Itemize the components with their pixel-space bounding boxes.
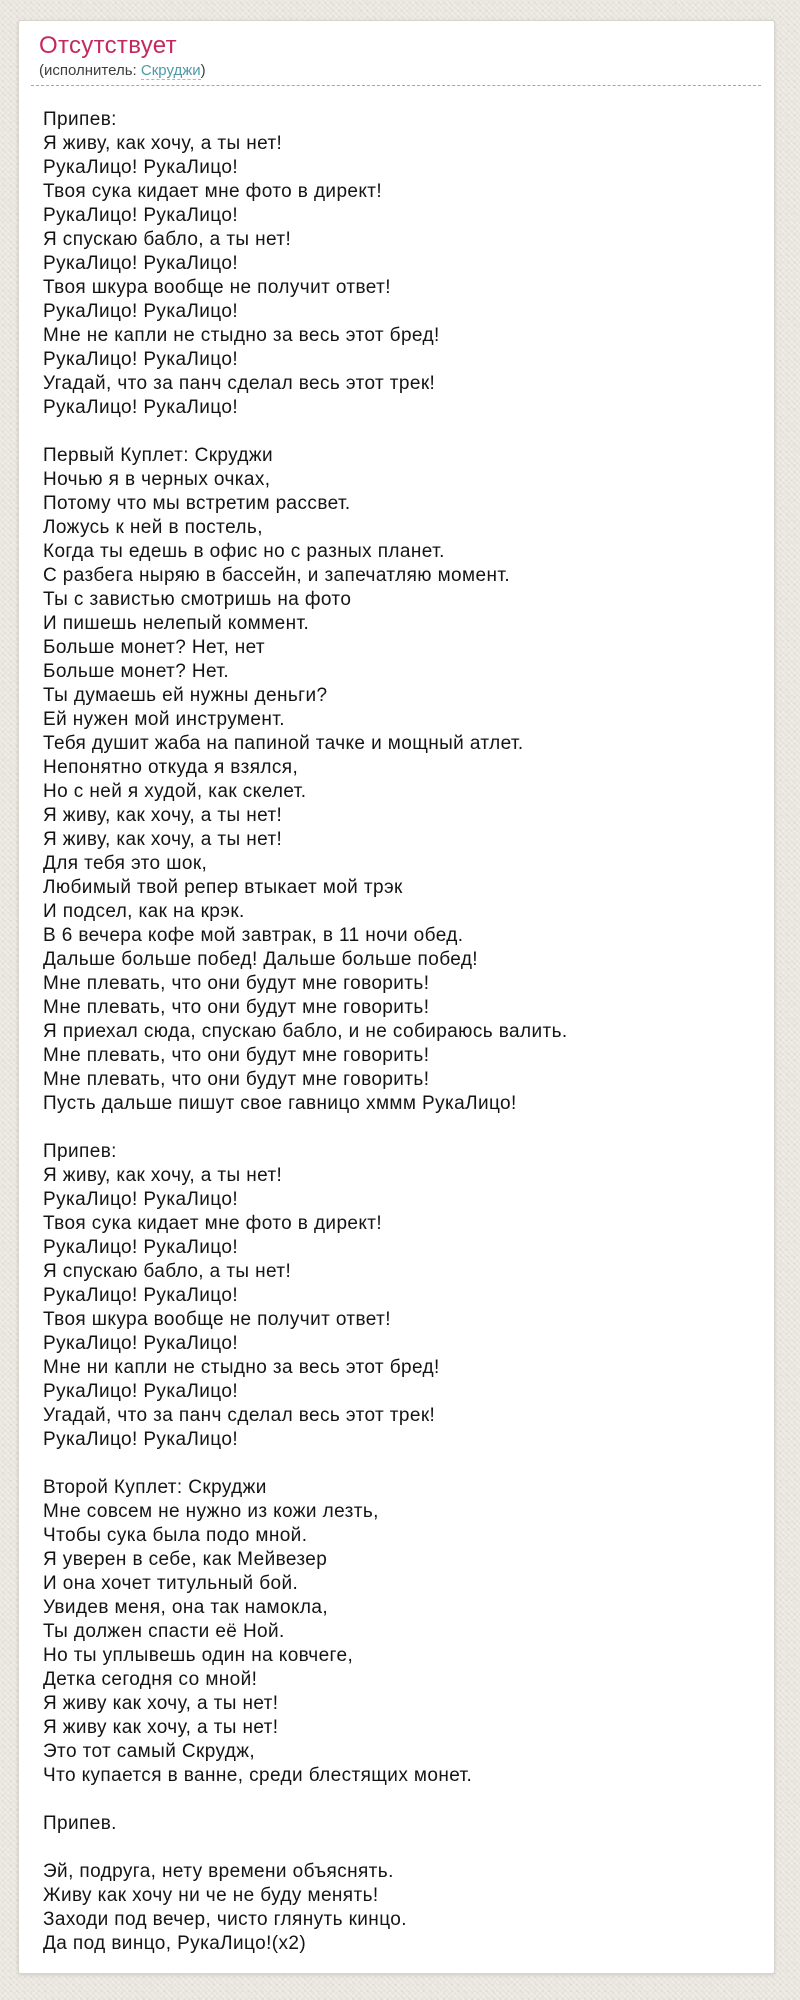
lyric-line: Ты должен спасти её Ной. xyxy=(43,1621,285,1642)
lyric-line: Больше монет? Нет. xyxy=(43,661,230,682)
lyric-line: РукаЛицо! РукаЛицо! xyxy=(43,253,239,274)
lyric-line: Угадай, что за панч сделал весь этот трек! xyxy=(43,1405,436,1426)
lyric-line: РукаЛицо! РукаЛицо! xyxy=(43,1333,239,1354)
lyric-line: РукаЛицо! РукаЛицо! xyxy=(43,397,239,418)
lyric-line: Угадай, что за панч сделал весь этот трек! xyxy=(43,373,436,394)
artist-label-suffix: ) xyxy=(200,62,206,79)
lyric-line: Я спускаю бабло, а ты нет! xyxy=(43,229,292,250)
lyric-line: Припев: xyxy=(43,109,117,130)
lyric-line: Непонятно откуда я взялся, xyxy=(43,757,299,778)
lyric-line: Когда ты едешь в офис но с разных планет. xyxy=(43,541,445,562)
lyric-line: Мне плевать, что они будут мне говорить! xyxy=(43,997,430,1018)
lyric-line: Живу как хочу ни че не буду менять! xyxy=(43,1885,379,1906)
lyric-line: Что купается в ванне, среди блестящих монет. xyxy=(43,1765,473,1786)
lyric-line: Первый Куплет: Скруджи xyxy=(43,445,274,466)
lyric-line: Тебя душит жаба на папиной тачке и мощный атлет. xyxy=(43,733,524,754)
lyric-line: Больше монет? Нет, нет xyxy=(43,637,266,658)
lyric-line: Я живу как хочу, а ты нет! xyxy=(43,1693,279,1714)
lyric-line: Твоя сука кидает мне фото в директ! xyxy=(43,181,383,202)
lyric-line: РукаЛицо! РукаЛицо! xyxy=(43,301,239,322)
lyric-line: Детка сегодня со мной! xyxy=(43,1669,258,1690)
lyric-line xyxy=(43,1452,754,1476)
lyric-line xyxy=(43,1836,754,1860)
lyric-line: Твоя шкура вообще не получит ответ! xyxy=(43,1309,391,1330)
lyric-line: Мне не капли не стыдно за весь этот бред! xyxy=(43,325,440,346)
lyric-line: РукаЛицо! РукаЛицо! xyxy=(43,1381,239,1402)
page-title: Отсутствует xyxy=(39,32,177,59)
lyric-line: Ты думаешь ей нужны деньги? xyxy=(43,685,328,706)
lyric-line: Второй Куплет: Скруджи xyxy=(43,1477,267,1498)
lyric-line: В 6 вечера кофе мой завтрак, в 11 ночи обед. xyxy=(43,925,464,946)
lyric-line: Эй, подруга, нету времени объяснять. xyxy=(43,1861,394,1882)
lyric-line xyxy=(43,1788,754,1812)
lyric-line: Увидев меня, она так намокла, xyxy=(43,1597,329,1618)
lyric-line: Для тебя это шок, xyxy=(43,853,208,874)
lyric-line: Заходи под вечер, чисто глянуть кинцо. xyxy=(43,1909,407,1930)
lyric-line xyxy=(43,1116,754,1140)
lyric-line: РукаЛицо! РукаЛицо! xyxy=(43,205,239,226)
lyric-line: Я приехал сюда, спускаю бабло, и не собираюсь валить. xyxy=(43,1021,568,1042)
lyric-line: Мне плевать, что они будут мне говорить! xyxy=(43,973,430,994)
lyric-line: Я живу, как хочу, а ты нет! xyxy=(43,805,283,826)
lyric-line: Пусть дальше пишут свое гавницо хммм РукаЛицо! xyxy=(43,1093,517,1114)
artist-link[interactable]: Скруджи xyxy=(140,62,201,79)
lyric-line: Ты с завистью смотришь на фото xyxy=(43,589,352,610)
lyric-line: Да под винцо, РукаЛицо!(x2) xyxy=(43,1933,307,1954)
lyric-line: Но с ней я худой, как скелет. xyxy=(43,781,307,802)
lyric-line: Мне совсем не нужно из кожи лезть, xyxy=(43,1501,379,1522)
lyric-line: Мне ни капли не стыдно за весь этот бред! xyxy=(43,1357,440,1378)
lyric-line: Дальше больше побед! Дальше больше побед! xyxy=(43,949,478,970)
lyric-line: Твоя сука кидает мне фото в директ! xyxy=(43,1213,383,1234)
lyric-line: Припев. xyxy=(43,1813,117,1834)
lyric-line: С разбега ныряю в бассейн, и запечатляю момент. xyxy=(43,565,511,586)
lyric-line: Я уверен в себе, как Мейвезер xyxy=(43,1549,328,1570)
lyric-line: Ночью я в черных очках, xyxy=(43,469,271,490)
lyric-line: РукаЛицо! РукаЛицо! xyxy=(43,1237,239,1258)
content-card xyxy=(18,20,775,1974)
lyric-line: Любимый твой репер втыкает мой трэк xyxy=(43,877,403,898)
lyric-line: И подсел, как на крэк. xyxy=(43,901,245,922)
lyric-line: Твоя шкура вообще не получит ответ! xyxy=(43,277,391,298)
lyric-line: РукаЛицо! РукаЛицо! xyxy=(43,1429,239,1450)
lyric-line: Я живу как хочу, а ты нет! xyxy=(43,1717,279,1738)
lyrics-text xyxy=(43,108,754,1956)
lyric-line: РукаЛицо! РукаЛицо! xyxy=(43,1189,239,1210)
lyric-line: Чтобы сука была подо мной. xyxy=(43,1525,308,1546)
lyric-line: Ложусь к ней в постель, xyxy=(43,517,263,538)
header-separator xyxy=(31,85,761,86)
lyric-line: И она хочет титульный бой. xyxy=(43,1573,299,1594)
lyric-line: Ей нужен мой инструмент. xyxy=(43,709,285,730)
lyric-line: Я живу, как хочу, а ты нет! xyxy=(43,133,283,154)
lyric-line: РукаЛицо! РукаЛицо! xyxy=(43,157,239,178)
lyric-line: Я живу, как хочу, а ты нет! xyxy=(43,829,283,850)
lyric-line: РукаЛицо! РукаЛицо! xyxy=(43,1285,239,1306)
lyric-line: Это тот самый Скрудж, xyxy=(43,1741,256,1762)
artist-label-prefix: (исполнитель: xyxy=(39,62,141,79)
lyric-line: Я живу, как хочу, а ты нет! xyxy=(43,1165,283,1186)
artist-line xyxy=(39,61,754,80)
lyric-line: Потому что мы встретим рассвет. xyxy=(43,493,351,514)
lyric-line: И пишешь нелепый коммент. xyxy=(43,613,310,634)
lyric-line: Мне плевать, что они будут мне говорить! xyxy=(43,1045,430,1066)
lyric-line: Но ты уплывешь один на ковчеге, xyxy=(43,1645,354,1666)
lyric-line: Припев: xyxy=(43,1141,117,1162)
lyric-line: Я спускаю бабло, а ты нет! xyxy=(43,1261,292,1282)
lyric-line: Мне плевать, что они будут мне говорить! xyxy=(43,1069,430,1090)
lyric-line xyxy=(43,420,754,444)
lyric-line: РукаЛицо! РукаЛицо! xyxy=(43,349,239,370)
